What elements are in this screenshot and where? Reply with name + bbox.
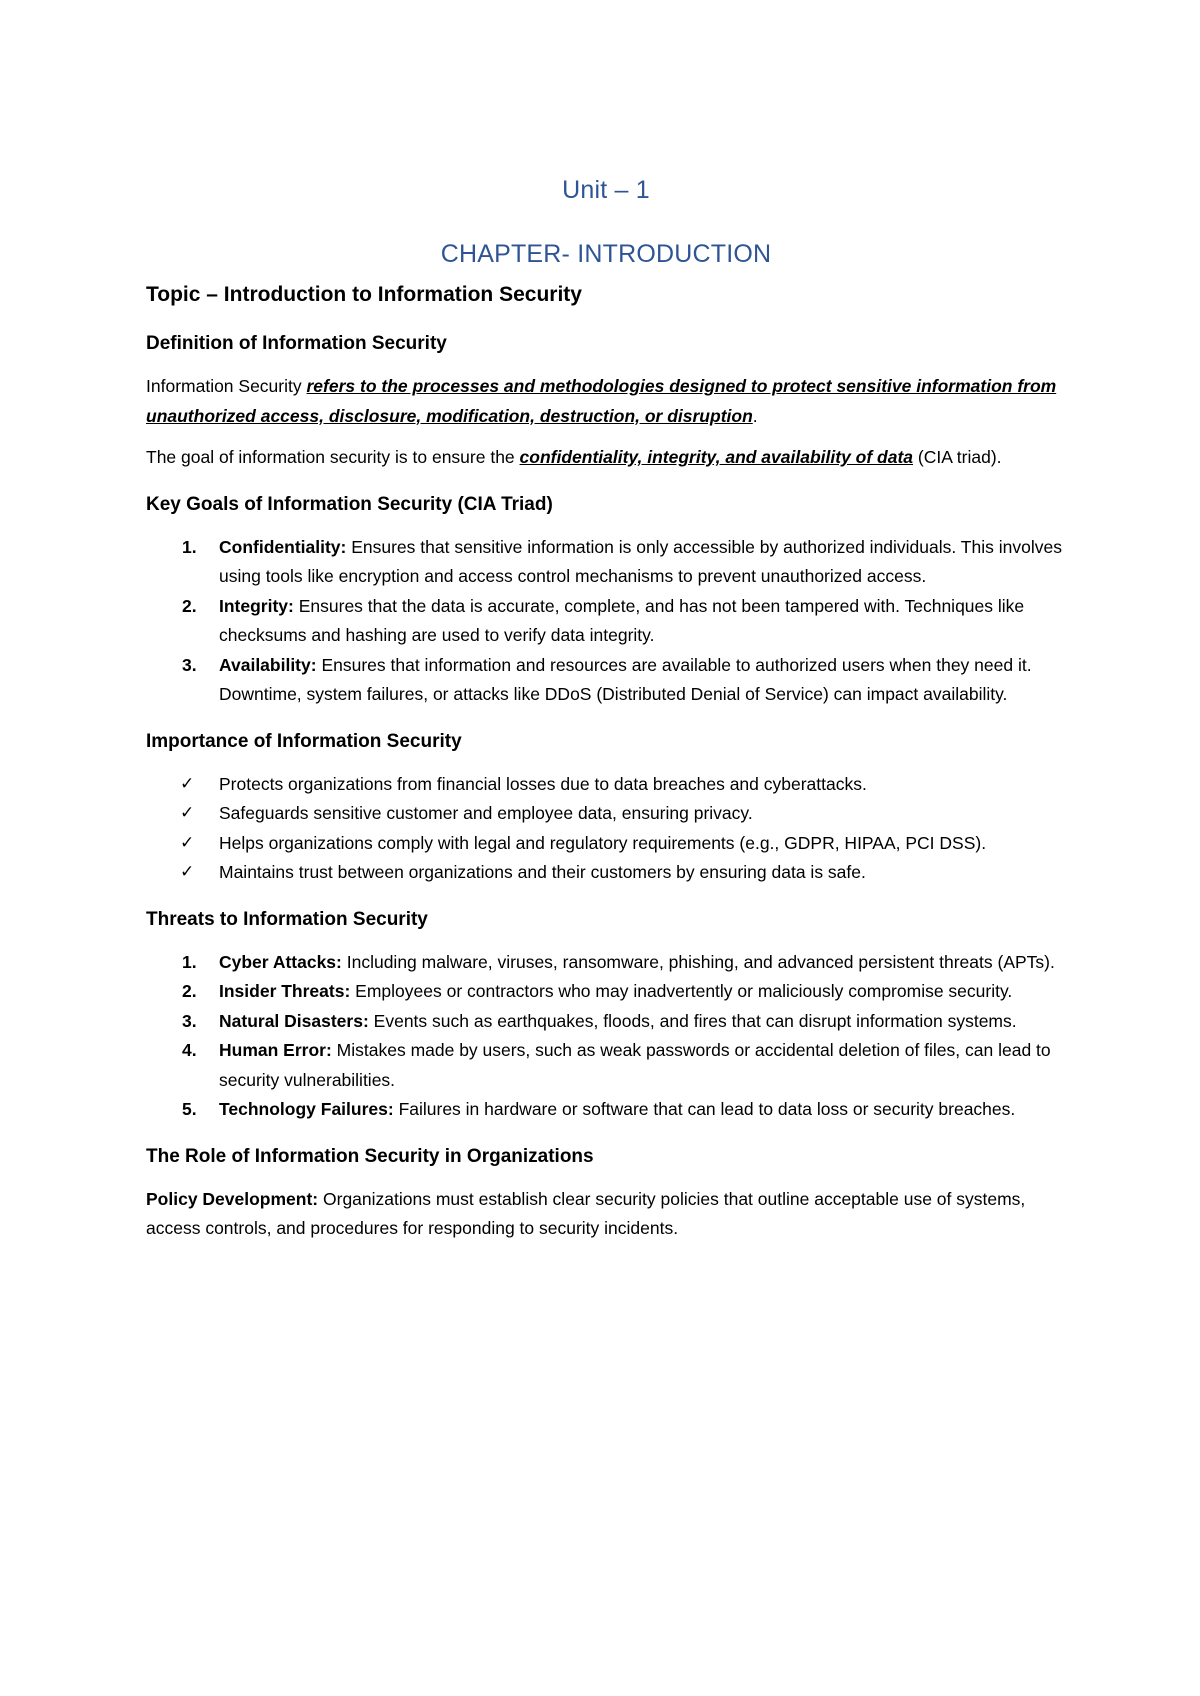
list-term: Human Error: [219,1040,332,1060]
cia-heading: Key Goals of Information Security (CIA Triad) [146,493,553,515]
goal-p2-suffix: (CIA triad). [913,447,1002,467]
definition-p1-emphasis: refers to the processes and methodologies designed to protect sensitive information from unauthorized access, disclosure, modification, destruction, or disruption [146,376,1057,426]
list-term: Availability: [219,654,317,675]
list-item [146,829,1066,859]
list-text: Protects organizations from financial losses due to data breaches and cyberattacks. [219,773,867,794]
list-item [146,1007,1066,1037]
goal-p2-prefix: The goal of information security is to ensure the [146,447,520,467]
list-number: 3. [182,1010,197,1031]
definition-p1-prefix: Information Security [146,376,307,396]
unit-title: Unit – 1 [562,176,650,204]
definition-p1-suffix: . [752,405,758,426]
list-term: Cyber Attacks: [219,951,342,972]
threats-list [146,948,1066,1125]
list-term: Technology Failures: [219,1099,394,1119]
list-term: Insider Threats: [219,981,351,1001]
definition-paragraph [146,372,1066,431]
role-heading: The Role of Information Security in Organizations [146,1145,594,1167]
list-item [146,977,1066,1007]
policy-text: Organizations must establish clear security policies that outline acceptable use of systems, access controls, and procedures for responding to security incidents. [146,1188,1026,1238]
importance-list [146,770,1066,888]
list-item [146,592,1066,651]
goal-p2-emphasis: confidentiality, integrity, and availability of data [519,447,914,467]
list-number: 5. [182,1099,197,1119]
list-item [146,1036,1066,1095]
list-text: Safeguards sensitive customer and employee data, ensuring privacy. [219,803,753,823]
list-item [146,533,1066,592]
topic-heading: Topic – Introduction to Information Security [146,283,582,306]
list-text: Ensures that sensitive information is only accessible by authorized individuals. This involves using tools like encryption and access control mechanisms to prevent unauthorized access. [219,536,1062,586]
checkmark-icon: ✓ [180,803,195,823]
list-item [146,948,1066,978]
list-number: 1. [182,536,197,557]
list-text: Mistakes made by users, such as weak passwords or accidental deletion of files, can lead to security vulnerabilities. [219,1040,1051,1090]
checkmark-icon: ✓ [180,832,195,853]
threats-heading: Threats to Information Security [146,908,428,930]
list-number: 4. [182,1040,197,1060]
checkmark-icon: ✓ [180,862,195,882]
list-text: Events such as earthquakes, floods, and fires that can disrupt information systems. [368,1010,1017,1031]
list-text: Failures in hardware or software that can lead to data loss or security breaches. [393,1099,1016,1119]
list-item [146,770,1066,800]
list-text: Ensures that information and resources are available to authorized users when they need it. Downtime, system failures, or attacks like DDoS (Distributed Denial of Service) can impact availability. [219,654,1032,704]
list-item [146,799,1066,829]
list-text: Including malware, viruses, ransomware, phishing, and advanced persistent threats (APTs). [341,951,1055,972]
checkmark-icon: ✓ [180,773,195,794]
list-number: 1. [182,951,197,972]
cia-list [146,533,1066,710]
list-text: Helps organizations comply with legal and regulatory requirements (e.g., GDPR, HIPAA, PCI DSS). [219,832,987,853]
list-number: 2. [182,595,197,616]
list-term: Confidentiality: [219,536,347,557]
list-text: Maintains trust between organizations and their customers by ensuring data is safe. [219,862,866,882]
list-item [146,1095,1066,1125]
policy-paragraph [146,1185,1066,1244]
list-number: 2. [182,981,197,1001]
list-item [146,651,1066,710]
goal-paragraph [146,443,1066,473]
list-text: Ensures that the data is accurate, complete, and has not been tampered with. Techniques like checksums and hashing are used to verify data integrity. [219,595,1025,645]
document-page [146,170,1066,1256]
definition-heading: Definition of Information Security [146,333,447,354]
chapter-title: CHAPTER- INTRODUCTION [440,240,772,268]
list-term: Integrity: [219,595,294,616]
importance-heading: Importance of Information Security [146,730,462,752]
list-number: 3. [182,654,197,675]
list-text: Employees or contractors who may inadvertently or maliciously compromise security. [350,981,1013,1001]
list-item [146,858,1066,888]
policy-term: Policy Development: [146,1188,319,1209]
list-term: Natural Disasters: [219,1010,369,1031]
